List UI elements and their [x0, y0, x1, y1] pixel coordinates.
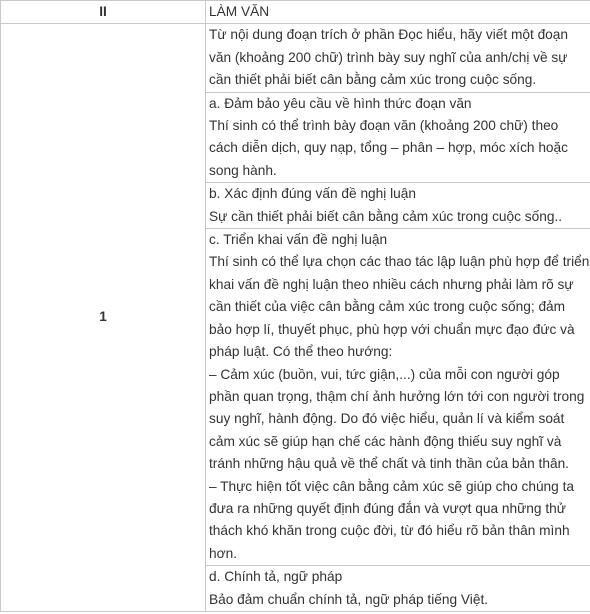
criterion-body: Thí sinh có thể trình bày đoạn văn (khoảng 200 chữ) theo cách diễn dịch, quy nạp, tổng – phân – hợp, móc xích hoặc song hành. — [209, 118, 572, 178]
section-title: LÀM VĂN — [206, 1, 590, 24]
criterion-bullet: – Thực hiện tốt việc cân bằng cảm xúc sẽ giúp cho chúng ta đưa ra những quyết định đúng đắn và vượt qua những thử thách khó khăn trong cuộc đời, từ đó hiểu rõ bản thân mình hơn. — [209, 478, 578, 561]
question-prompt-row — [1, 24, 590, 92]
section-header-row — [1, 1, 590, 24]
criterion-body: Sự cần thiết phải biết cân bằng cảm xúc trong cuộc sống.. — [209, 208, 563, 224]
criterion-body: Thí sinh có thể lựa chọn các thao tác lập luận phù hợp để triển khai vấn đề nghị luận theo nhiều cách nhưng phải làm rõ sự cần thiết của việc cân bằng cảm xúc trong cuộc sống; đảm bảo hợp lí, thuyết phục, phù hợp với chuẩn mực đạo đức và pháp luật. Có thể theo hướng: — [209, 254, 590, 360]
criterion-c — [206, 229, 590, 566]
criterion-d — [206, 566, 590, 612]
criterion-body: Bảo đảm chuẩn chính tả, ngữ pháp tiếng Việt. — [209, 591, 489, 607]
section-number: II — [1, 1, 206, 24]
question-prompt: Từ nội dung đoạn trích ở phần Đọc hiểu, hãy viết một đoạn văn (khoảng 200 chữ) trình bày suy nghĩ của anh/chị về sự cần thiết phải biết cân bằng cảm xúc trong cuộc sống. — [206, 24, 590, 92]
criterion-heading: a. Đảm bảo yêu cầu về hình thức đoạn văn — [209, 95, 472, 111]
criterion-bullet: – Cảm xúc (buồn, vui, tức giận,...) của mỗi con người góp phần quan trọng, thậm chí ảnh hưởng lớn tới con người trong suy nghĩ, hành động. Do đó việc hiểu, quản lí và kiểm soát cảm xúc sẽ giúp hạn chế các hành động thiếu suy nghĩ và tránh những hậu quả về thể chất và tinh thần của bản thân. — [209, 366, 589, 472]
criterion-heading: d. Chính tả, ngữ pháp — [209, 569, 343, 585]
criterion-b — [206, 183, 590, 229]
criterion-heading: c. Triển khai vấn đề nghị luận — [209, 232, 388, 248]
criterion-a — [206, 92, 590, 183]
question-number: 1 — [1, 24, 206, 612]
criterion-heading: b. Xác định đúng vấn đề nghị luận — [209, 186, 416, 202]
